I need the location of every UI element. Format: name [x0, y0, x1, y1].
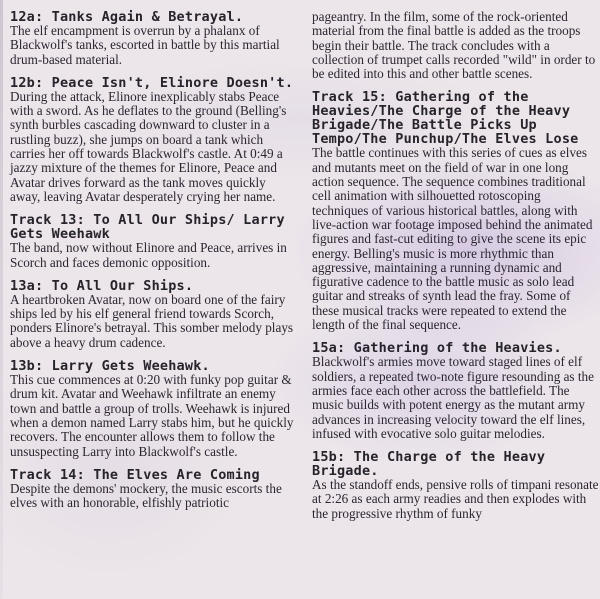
section-text: This cue commences at 0:20 with funky pop guitar & drum kit. Avatar and Weehawk infiltrate an enemy town and battle a group of trolls. Weehawk is injured when a demon named Larry stabs him, but he quickly recovers. The encounter allows them to follow the unsuspecting Larry into Blackwolf's castle. — [10, 372, 294, 459]
section-13a — [10, 279, 298, 350]
section-text: A heartbroken Avatar, now on board one of the fairy ships led by his elf general friend towards Scorch, ponders Elinore's betrayal. This somber melody plays above a heavy drum cadence. — [10, 291, 294, 350]
section-heading: 13b: Larry Gets Weehawk. — [10, 358, 210, 375]
section-text: Blackwolf's armies move toward staged lines of elf soldiers, a repeated two-note figure resounding as the armies face each other across the battlefield. The music builds with potent energy as the mutant army advances in increasing velocity toward the elf lines, infused with evocative solo guitar melodies. — [312, 354, 594, 441]
section-15a — [312, 341, 600, 441]
section-text: The band, now without Elinore and Peace, arrives in Scorch and faces demonic opposition. — [10, 240, 287, 270]
section-track-13 — [10, 213, 298, 270]
section-text: Despite the demons' mockery, the music escorts the elves with an honorable, elfishly patriotic — [10, 480, 282, 511]
section-track-14 — [10, 468, 298, 511]
section-heading: 15b: The Charge of the Heavy Brigade. — [312, 449, 546, 480]
section-heading: 12b: Peace Isn't, Elinore Doesn't. — [10, 74, 294, 91]
section-track-15 — [312, 90, 600, 332]
section-text: pageantry. In the film, some of the rock-oriented material from the final battle is added as the troops begin their battle. The track concludes with a collection of trumpet calls recorded "wild" in order to be edited into this and other battle scenes. — [312, 9, 596, 82]
section-heading: Track 14: The Elves Are Coming — [10, 466, 260, 483]
section-text: During the attack, Elinore inexplicably stabs Peace with a sword. As he deflates to the ground (Belling's synth burbles cascading downward to cluster in a rustling buzz), she jumps on board a tank which carries her off towards Blackwolf's castle. At 0:49 a jazzy mixture of the themes for Elinore, Peace and Avatar drives forward as the tank moves quickly away, leaving Avatar desperately crying her name. — [10, 88, 287, 204]
section-heading: Track 15: Gathering of the Heavies/The Charge of the Heavy Brigade/The Battle Picks Up Tempo/The Punchup/The Elves Lose — [312, 89, 579, 148]
section-13b — [10, 359, 298, 459]
section-12a — [10, 10, 298, 67]
right-column — [312, 10, 600, 530]
section-heading: 13a: To All Our Ships. — [10, 277, 194, 294]
section-heading: 15a: Gathering of the Heavies. — [312, 340, 562, 357]
section-15b — [312, 450, 600, 521]
section-heading: Track 13: To All Our Ships/ Larry Gets Weehawk — [10, 212, 285, 243]
section-heading: 12a: Tanks Again & Betrayal. — [10, 9, 244, 25]
section-text: The battle continues with this series of cues as elves and mutants meet on the field of war in one long action sequence. The sequence combines traditional cell animation with silhouetted rotoscoping techniques of various historical battles, along with live-action war footage imposed behind the animated figures and fast-cut editing to give the scene its epic energy. Belling's music is more rhythmic than aggressive, maintaining a running dynamic and figurative cadence to the battle music as solo lead guitar and streaks of synth lead the fray. Some of these musical tracks were repeated to extend the length of the final sequence. — [312, 145, 593, 333]
left-column — [10, 10, 298, 519]
section-track-14-continued — [312, 10, 600, 81]
section-text: As the standoff ends, pensive rolls of timpani resonate at 2:26 as each army readies and then explodes with the progressive rhythm of funky — [312, 477, 599, 521]
page-spine-shadow — [0, 0, 3, 599]
section-text: The elf encampment is overrun by a phalanx of Blackwolf's tanks, escorted in battle by this martial drum-based material. — [10, 23, 280, 67]
section-12b — [10, 76, 298, 204]
